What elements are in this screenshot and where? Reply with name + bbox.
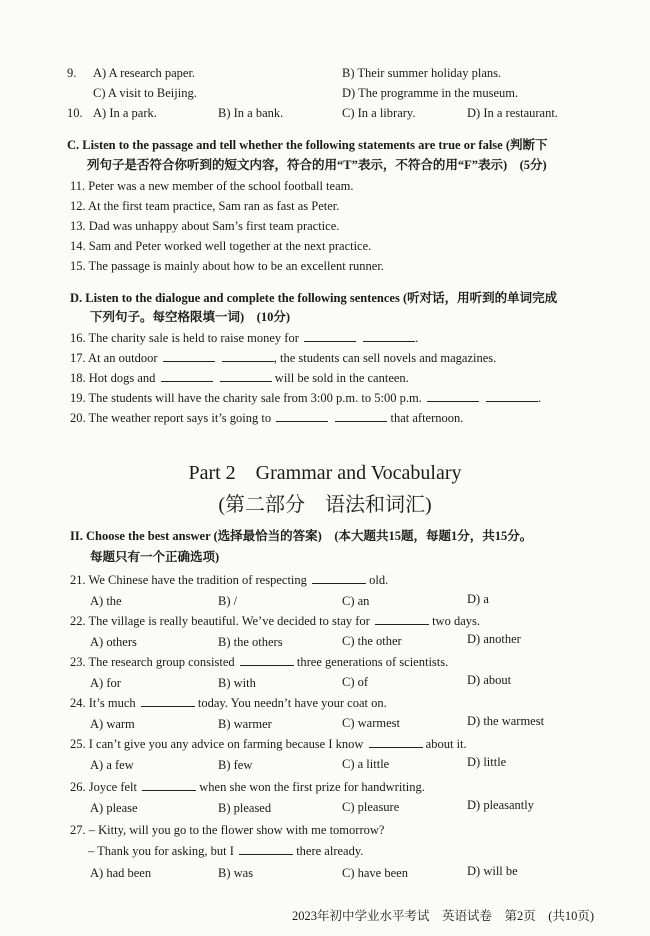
q27-tail: there already. [296, 844, 364, 858]
q21-option-c: C) an [342, 594, 370, 608]
q26-option-d: D) pleasantly [467, 798, 534, 812]
fill-blank-q19 [70, 390, 541, 406]
q26-option-a: A) please [90, 801, 138, 815]
q20-text: 20. The weather report says it’s going to [70, 411, 272, 425]
fill-blank-q20 [70, 410, 463, 426]
answer-blank[interactable] [240, 654, 294, 666]
q24-option-d: D) the warmest [467, 714, 545, 728]
answer-blank[interactable] [142, 779, 196, 791]
q9-option-a: A) A research paper. [93, 66, 196, 80]
q23-text: 23. The research group consisted [70, 655, 235, 669]
q20-tail: that afternoon. [390, 411, 464, 425]
statement-item: 15. The passage is mainly about how to be an excellent runner. [70, 259, 384, 273]
q24-option-b: B) warmer [218, 717, 272, 731]
q25-option-d: D) little [467, 755, 507, 769]
q22-option-b: B) the others [218, 635, 283, 649]
q25-text: 25. I can’t give you any advice on farming because I know [70, 737, 364, 751]
statement-item: 11. Peter was a new member of the school football team. [70, 179, 354, 193]
fill-blank-q17 [70, 350, 496, 366]
q25-option-b: B) few [218, 758, 253, 772]
q22-option-d: D) another [467, 632, 521, 646]
statement-item: 13. Dad was unhappy about Sam’s first team practice. [70, 219, 340, 233]
fill-blank-q16 [70, 330, 418, 346]
q24-stem [70, 695, 387, 711]
q27-text: – Thank you for asking, but I [88, 844, 234, 858]
q23-tail: three generations of scientists. [296, 655, 449, 669]
answer-blank[interactable] [335, 410, 387, 422]
answer-blank[interactable] [222, 350, 274, 362]
q21-text: 21. We Chinese have the tradition of respecting [70, 573, 307, 587]
q24-tail: today. You needn’t have your coat on. [197, 696, 387, 710]
q24-option-a: A) warm [90, 717, 135, 731]
q27-option-c: C) have been [342, 866, 408, 880]
answer-blank[interactable] [141, 695, 195, 707]
q18-tail: will be sold in the canteen. [274, 371, 409, 385]
q21-stem [70, 572, 388, 588]
section-d-heading-line1: D. Listen to the dialogue and complete the following sentences (听对话，用听到的单词完成 [70, 291, 558, 305]
statement-item: 14. Sam and Peter worked well together at the next practice. [70, 239, 372, 253]
q19-tail: . [538, 391, 542, 405]
answer-blank[interactable] [312, 572, 366, 584]
q10-option-a: A) In a park. [93, 106, 157, 120]
answer-blank[interactable] [369, 736, 423, 748]
section-d-heading-line2: 下列句子。每空格限填一词) (10分) [90, 310, 290, 324]
q10-option-c: C) In a library. [342, 106, 416, 120]
q10-option-b: B) In a bank. [218, 106, 284, 120]
answer-blank[interactable] [276, 410, 328, 422]
answer-blank[interactable] [375, 613, 429, 625]
q26-option-b: B) pleased [218, 801, 272, 815]
q21-tail: old. [369, 573, 389, 587]
q17-text: 17. At an outdoor [70, 351, 158, 365]
answer-blank[interactable] [304, 330, 356, 342]
q9-option-d: D) The programme in the museum. [342, 86, 519, 100]
q9-option-c: C) A visit to Beijing. [93, 86, 197, 100]
page-footer: 2023年初中学业水平考试 英语试卷 第2页 (共10页) [292, 909, 595, 923]
q26-text: 26. Joyce felt [70, 780, 137, 794]
section-ii-heading-line1: II. Choose the best answer (选择最恰当的答案) (本大题共15题，每题1分，共15分。 [70, 529, 533, 543]
answer-blank[interactable] [161, 370, 213, 382]
q21-option-b: B) / [218, 594, 238, 608]
q22-option-a: A) others [90, 635, 137, 649]
q27-option-a: A) had been [90, 866, 152, 880]
q9-option-b: B) Their summer holiday plans. [342, 66, 502, 80]
answer-blank[interactable] [220, 370, 272, 382]
q18-text: 18. Hot dogs and [70, 371, 156, 385]
q21-option-a: A) the [90, 594, 122, 608]
q27-stem [88, 843, 363, 859]
q16-tail: . [415, 331, 419, 345]
answer-blank[interactable] [239, 843, 293, 855]
q9-number: 9. [67, 66, 77, 80]
q25-stem [70, 736, 467, 752]
q19-text: 19. The students will have the charity sale from 3:00 p.m. to 5:00 p.m. [70, 391, 422, 405]
q26-tail: when she won the first prize for handwriting. [199, 780, 425, 794]
section-c-heading-line1: C. Listen to the passage and tell whether the following statements are true or false (判断下 [67, 138, 548, 152]
q23-option-a: A) for [90, 676, 121, 690]
q24-option-c: C) warmest [342, 716, 400, 730]
q23-stem [70, 654, 448, 670]
q22-tail: two days. [432, 614, 480, 628]
section-ii-heading-line2: 每题只有一个正确选项) [90, 550, 220, 564]
statement-item: 12. At the first team practice, Sam ran as fast as Peter. [70, 199, 340, 213]
q27-line1: 27. – Kitty, will you go to the flower show with me tomorrow? [70, 823, 385, 837]
q22-option-c: C) the other [342, 634, 402, 648]
q24-text: 24. It’s much [70, 696, 136, 710]
q17-tail: , the students can sell novels and magazines. [273, 351, 497, 365]
q23-option-c: C) of [342, 675, 369, 689]
q10-option-d: D) In a restaurant. [467, 106, 558, 120]
q26-option-c: C) pleasure [342, 800, 400, 814]
q27-option-b: B) was [218, 866, 254, 880]
answer-blank[interactable] [163, 350, 215, 362]
fill-blank-q18 [70, 370, 409, 386]
q16-text: 16. The charity sale is held to raise money for [70, 331, 299, 345]
answer-blank[interactable] [486, 390, 538, 402]
q21-option-d: D) a [467, 592, 489, 606]
answer-blank[interactable] [363, 330, 415, 342]
q25-tail: about it. [425, 737, 467, 751]
answer-blank[interactable] [427, 390, 479, 402]
part2-title-en: Part 2 Grammar and Vocabulary [188, 462, 462, 484]
q27-option-d: D) will be [467, 864, 518, 878]
q23-option-b: B) with [218, 676, 256, 690]
section-c-heading-line2: 列句子是否符合你听到的短文内容，符合的用“T”表示，不符合的用“F”表示) (5分) [87, 158, 547, 172]
q25-option-c: C) a little [342, 757, 390, 771]
q25-option-a: A) a few [90, 758, 134, 772]
part2-title-cn: (第二部分 语法和词汇) [218, 494, 432, 516]
q22-stem [70, 613, 480, 629]
q23-option-d: D) about [467, 673, 512, 687]
q22-text: 22. The village is really beautiful. We’ve decided to stay for [70, 614, 370, 628]
q10-number: 10. [67, 106, 83, 120]
q26-stem [70, 779, 425, 795]
